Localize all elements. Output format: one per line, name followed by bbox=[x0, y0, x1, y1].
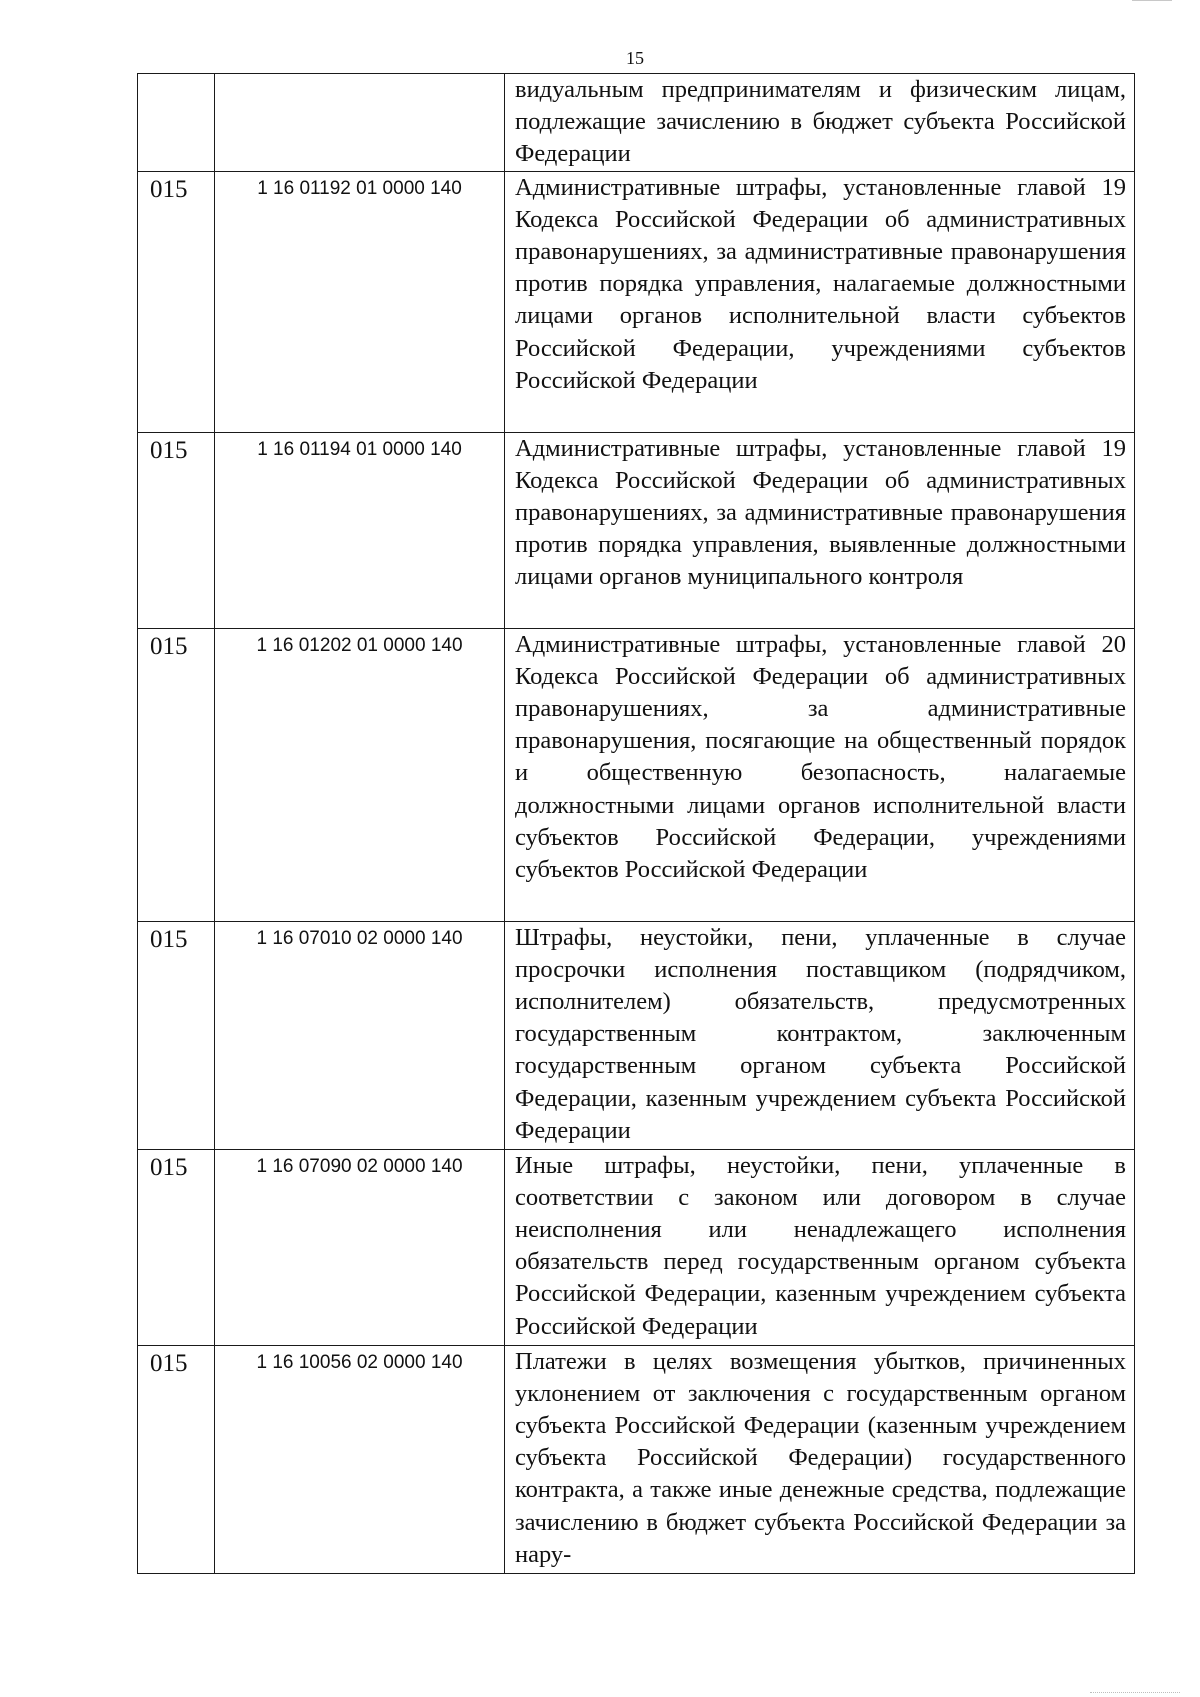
table-row bbox=[138, 74, 1135, 172]
admin-code-cell: 015 bbox=[138, 1345, 215, 1573]
page-number: 15 bbox=[626, 48, 644, 68]
description-cell: Платежи в целях возмещения убытков, причиненных уклонением от заключения с государственным органом субъекта Российской Федерации (казенным учреждением субъекта Российской Федерации) государственного контракта, а также иные денежные средства, подлежащие зачислению в бюджет субъекта Российской Федерации за нару- bbox=[505, 1345, 1135, 1573]
description-cell: Штрафы, неустойки, пени, уплаченные в случае просрочки исполнения поставщиком (подрядчиком, исполнителем) обязательств, предусмотренных государственным контрактом, заключенным государственным органом субъекта Российской Федерации, казенным учреждением субъекта Российской Федерации bbox=[505, 921, 1135, 1149]
kbk-code-cell: 1 16 01192 01 0000 140 bbox=[215, 171, 505, 432]
kbk-code-cell: 1 16 10056 02 0000 140 bbox=[215, 1345, 505, 1573]
description-cell: Административные штрафы, установленные главой 20 Кодекса Российской Федерации об административных правонарушениях, за административные правонарушения, посягающие на общественный порядок и общественную безопасность, налагаемые должностными лицами органов исполнительной власти субъектов Российской Федерации, учреждениями субъектов Российской Федерации bbox=[505, 628, 1135, 921]
table-row bbox=[138, 171, 1135, 432]
revenue-classification-table bbox=[137, 73, 1135, 1574]
description-cell: Административные штрафы, установленные главой 19 Кодекса Российской Федерации об административных правонарушениях, за административные правонарушения против порядка управления, выявленные должностными лицами органов муниципального контроля bbox=[505, 432, 1135, 628]
description-cell: Иные штрафы, неустойки, пени, уплаченные в соответствии с законом или договором в случае неисполнения или ненадлежащего исполнения обязательств перед государственным органом субъекта Российской Федерации, казенным учреждением субъекта Российской Федерации bbox=[505, 1149, 1135, 1345]
kbk-code-cell: 1 16 01194 01 0000 140 bbox=[215, 432, 505, 628]
admin-code-cell: 015 bbox=[138, 921, 215, 1149]
description-cell: видуальным предпринимателям и физическим лицам, подлежащие зачислению в бюджет субъекта Российской Федерации bbox=[505, 74, 1135, 172]
table-row bbox=[138, 628, 1135, 921]
kbk-code-cell: 1 16 07090 02 0000 140 bbox=[215, 1149, 505, 1345]
admin-code-cell: 015 bbox=[138, 1149, 215, 1345]
table-row bbox=[138, 1345, 1135, 1573]
table-row bbox=[138, 921, 1135, 1149]
table-row bbox=[138, 432, 1135, 628]
admin-code-cell: 015 bbox=[138, 628, 215, 921]
scan-artifact-bottom-right bbox=[1090, 1688, 1180, 1693]
admin-code-cell: 015 bbox=[138, 171, 215, 432]
admin-code-cell: 015 bbox=[138, 432, 215, 628]
kbk-code-cell bbox=[215, 74, 505, 172]
scan-artifact-top-right bbox=[1132, 0, 1172, 7]
description-cell: Административные штрафы, установленные главой 19 Кодекса Российской Федерации об административных правонарушениях, за административные правонарушения против порядка управления, налагаемые должностными лицами органов исполнительной власти субъектов Российской Федерации, учреждениями субъектов Российской Федерации bbox=[505, 171, 1135, 432]
table-row bbox=[138, 1149, 1135, 1345]
kbk-code-cell: 1 16 01202 01 0000 140 bbox=[215, 628, 505, 921]
kbk-code-cell: 1 16 07010 02 0000 140 bbox=[215, 921, 505, 1149]
admin-code-cell bbox=[138, 74, 215, 172]
